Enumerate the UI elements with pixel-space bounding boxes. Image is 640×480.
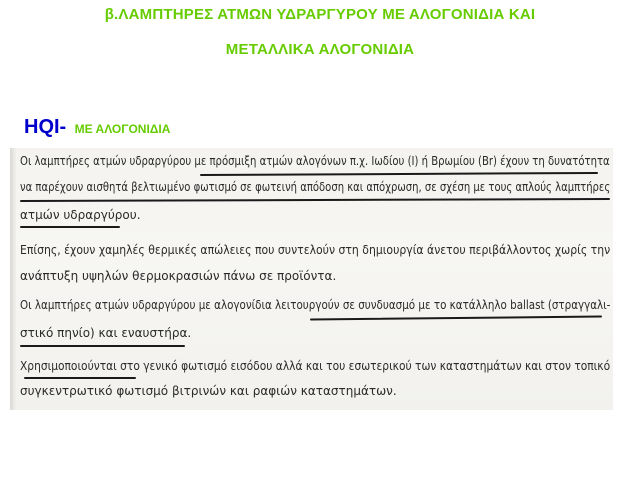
subtitle-rest: ΜΕ ΑΛΟΓΟΝΙΔΙΑ <box>74 122 171 136</box>
scan-line-4: Επίσης, έχουν χαμηλές θερμικές απώλειες που συντελούν στη δημιουργία άνετου περιβάλλοντος χωρίς την <box>20 243 611 257</box>
scan-line-3: ατμών υδραργύρου. <box>20 208 141 222</box>
underline-3 <box>20 226 120 228</box>
title-line-1: β.ΛΑΜΠΤΗΡΕΣ ΑΤΜΩΝ ΥΔΡΑΡΓΥΡΟΥ ΜΕ ΑΛΟΓΟΝΙΔΙΑ ΚΑΙ <box>104 6 536 23</box>
subtitle-hqi: HQI- <box>24 116 67 138</box>
scanned-text-image <box>10 148 613 410</box>
scan-line-6: Οι λαμπτήρες ατμών υδραργύρου με αλογονίδια λειτουργούν σε συνδυασμό με το κατάλληλο ballast (στραγγαλι- <box>20 298 611 312</box>
underline-4 <box>310 315 602 320</box>
underline-6 <box>24 377 136 379</box>
subtitle <box>24 116 170 139</box>
scan-edge-shadow <box>10 148 16 410</box>
underline-5 <box>20 345 185 347</box>
scan-line-2: να παρέχουν αισθητά βελτιωμένο φωτισμό σε φωτεινή απόδοση και απόχρωση, σε σχέση με τους απλούς λαμπτήρες <box>20 180 611 194</box>
scan-line-8: Χρησιμοποιούνται στο γενικό φωτισμό εισόδου αλλά και του εσωτερικού των καταστημάτων και στον τοπικό <box>20 359 611 373</box>
scan-line-1: Οι λαμπτήρες ατμών υδραργύρου με πρόσμιξη ατμών αλογόνων π.χ. Ιωδίου (Ι) ή Βρωμίου (Br) έχουν τη δυνατότητα <box>20 154 610 168</box>
underline-1 <box>200 172 598 176</box>
scan-line-7: στικό πηνίο) και εναυστήρα. <box>20 326 192 340</box>
title-line-2: ΜΕΤΑΛΛΙΚΑ ΑΛΟΓΟΝΙΔΙΑ <box>225 41 415 58</box>
scan-line-9: συγκεντρωτικό φωτισμό βιτρινών και ραφιών καταστημάτων. <box>20 384 397 398</box>
scan-line-5: ανάπτυξη υψηλών θερμοκρασιών πάνω σε προϊόντα. <box>20 269 337 283</box>
underline-2 <box>20 198 610 202</box>
